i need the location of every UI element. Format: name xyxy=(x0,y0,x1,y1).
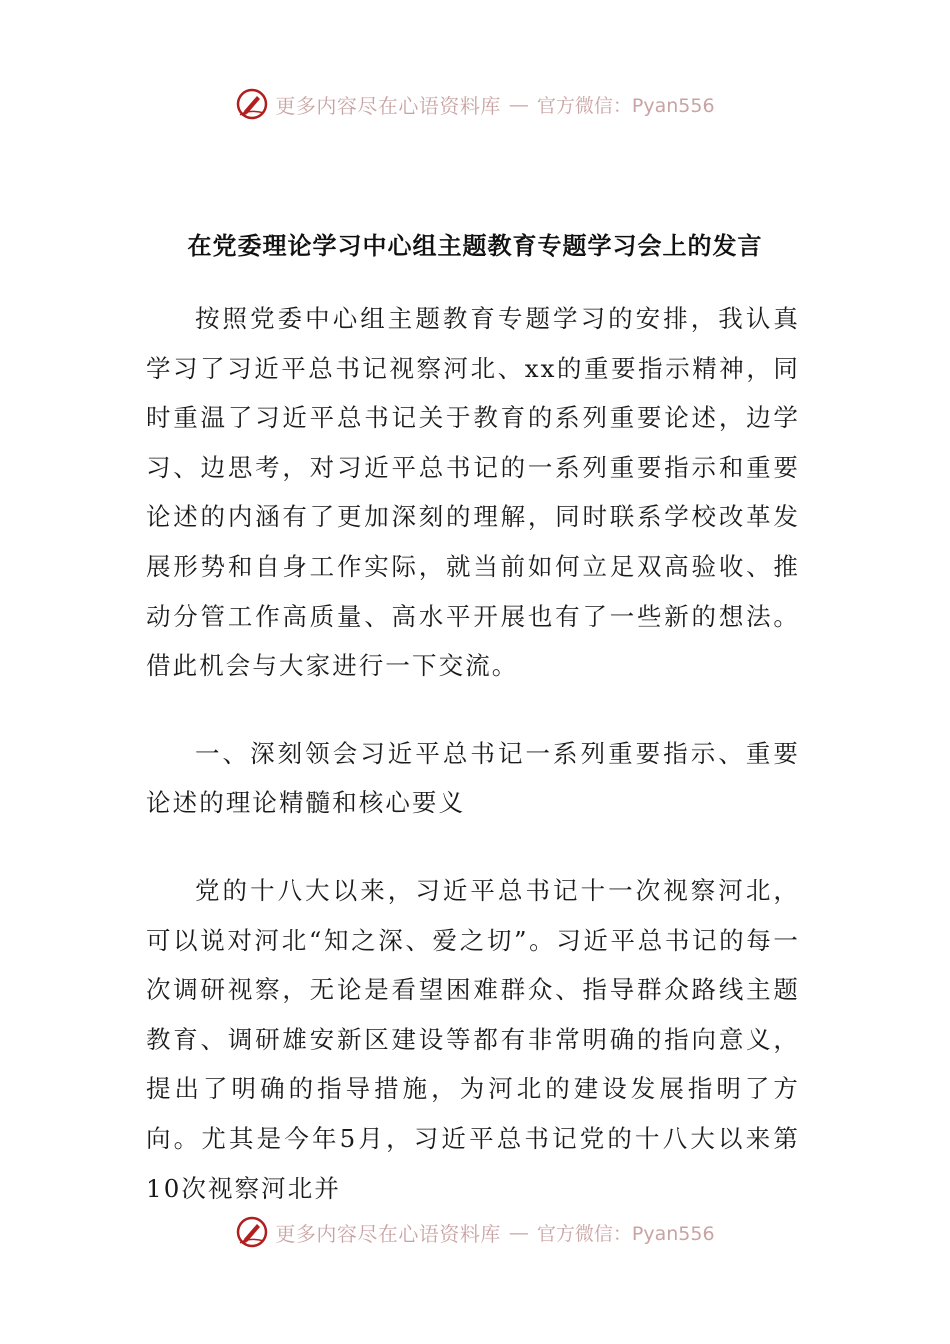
footer-banner xyxy=(0,1212,950,1252)
header-banner-wechat: 官方微信：Pyan556 xyxy=(536,94,715,117)
footer-banner-text: 更多内容尽在心语资料库 xyxy=(275,1221,501,1246)
header-banner-text: 更多内容尽在心语资料库 xyxy=(275,93,501,118)
pen-logo-icon xyxy=(235,1215,269,1249)
pen-logo-icon xyxy=(235,87,269,121)
footer-banner-dash: — xyxy=(508,1220,529,1244)
header-banner xyxy=(0,84,950,124)
section-heading-1: 一、深刻领会习近平总书记一系列重要指示、重要论述的理论精髓和核心要义 xyxy=(146,738,800,818)
document-title: 在党委理论学习中心组主题教育专题学习会上的发言 xyxy=(187,231,763,261)
header-banner-dash: — xyxy=(508,92,529,116)
paragraph-section-1: 党的十八大以来，习近平总书记十一次视察河北，可以说对河北“知之深、爱之切”。习近平总书记的每一次调研视察，无论是看望困难群众、指导群众路线主题教育、调研雄安新区建设等都有非常明确的指向意义，提出了明确的指导措施，为河北的建设发展指明了方向。尤其是今年5月，习近平总书记党的十八大以来第10次视察河北并 xyxy=(146,875,800,1203)
document-body xyxy=(146,294,800,1213)
footer-banner-wechat: 官方微信：Pyan556 xyxy=(536,1222,715,1245)
paragraph-intro: 按照党委中心组主题教育专题学习的安排，我认真学习了习近平总书记视察河北、xx的重要指示精神，同时重温了习近平总书记关于教育的系列重要论述，边学习、边思考，对习近平总书记的一系列重要指示和重要论述的内涵有了更加深刻的理解，同时联系学校改革发展形势和自身工作实际，就当前如何立足双高验收、推动分管工作高质量、高水平开展也有了一些新的想法。借此机会与大家进行一下交流。 xyxy=(146,304,800,681)
